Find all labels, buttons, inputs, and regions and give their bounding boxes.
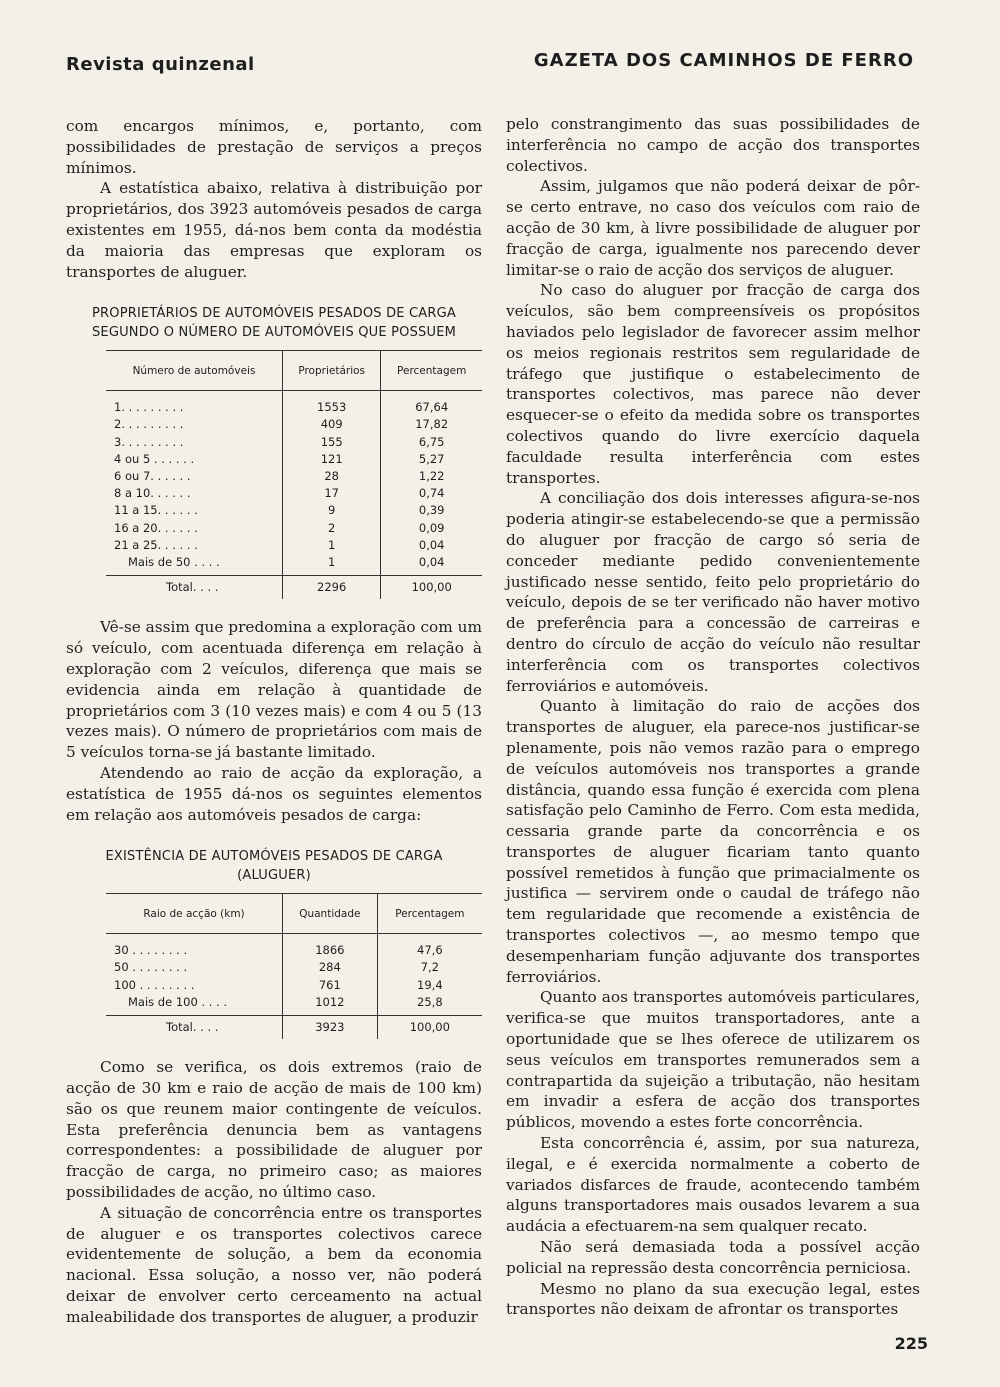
row-label: 100 . . . . . . . . xyxy=(114,977,195,992)
paragraph: Quanto à limitação do raio de acções dos transportes de aluguer, ela parece-nos justificar-se plenamente, pois não vemos razão para o emprego de veículos automóveis nos transportes a grande distância, quando essa função é exercida com plena satisfação pelo Caminho de Ferro. Com esta medida, cessaria grande parte da concorrência e os transportes de aluguer ficariam tanto quanto possível remetidos à função que primacialmente os justifica — servirem onde o caudal de tráfego não tem regularidade que recomende a existência de transportes colectivos —, ao mesmo tempo que desempenhariam função adjuvante dos transportes ferroviários. xyxy=(506,697,920,986)
table-row xyxy=(106,520,482,537)
table2-title xyxy=(66,847,482,885)
owners-value: 409 xyxy=(283,416,381,433)
percentage-value: 0,04 xyxy=(381,554,482,576)
column-header: Quantidade xyxy=(283,894,378,934)
owners-value: 9 xyxy=(283,502,381,519)
table-row xyxy=(106,485,482,502)
quantity-value: 284 xyxy=(283,959,378,976)
paragraph: Vê-se assim que predomina a exploração com um só veículo, com acentuada diferença em relação à exploração com 2 veículos, diferença que mais se evidencia ainda em relação à quantidade de proprietários com 3 (10 vezes mais) e com 4 ou 5 (13 vezes mais). O número de proprietários com mais de 5 veículos torna-se já bastante limitado. xyxy=(66,618,482,762)
percentage-value: 17,82 xyxy=(381,416,482,433)
column-header: Percentagem xyxy=(381,351,482,391)
quantity-value: 761 xyxy=(283,977,378,994)
percentage-value: 1,22 xyxy=(381,468,482,485)
table-row xyxy=(106,537,482,554)
total-label: Total. . . . xyxy=(106,1015,283,1039)
percentage-value: 19,4 xyxy=(377,977,482,994)
paragraph: No caso do aluguer por fracção de carga dos veículos, são bem compreensíveis os propósitos haviados pelo legislador de favorecer assim melhor os meios regionais restritos sem regularidade de tráfego que justifique o estabelecimento de transportes colectivos, mas parece não dever esquecer-se o efeito da medida sobre os transportes colectivos quando do livre exercício daquela faculdade resulta interferência com estes transportes. xyxy=(506,281,920,487)
percentage-value: 0,74 xyxy=(381,485,482,502)
table-row xyxy=(106,434,482,451)
table-row xyxy=(106,468,482,485)
table-total-row xyxy=(106,1015,482,1039)
owners-value: 28 xyxy=(283,468,381,485)
paragraph: com encargos mínimos, e, portanto, com possibilidades de prestação de serviços a preços mínimos. xyxy=(66,117,482,177)
paragraph: Assim, julgamos que não poderá deixar de pôr-se certo entrave, no caso dos veículos com raio de acção de 30 km, à livre possibilidade de aluguer por fracção de carga, igualmente nos parecendo dever limitar-se o raio de acção dos serviços de aluguer. xyxy=(506,177,920,279)
percentage-value: 7,2 xyxy=(377,959,482,976)
paragraph: Esta concorrência é, assim, por sua natureza, ilegal, e é exercida normalmente a coberto de variados disfarces de fraude, acontecendo também alguns transportadores mais ousados levarem a sua audácia a efectuarem-na sem qualquer recato. xyxy=(506,1134,920,1236)
row-label: 2. . . . . . . . . xyxy=(114,417,184,432)
owners-value: 2 xyxy=(283,520,381,537)
quantity-value: 1012 xyxy=(283,994,378,1016)
column-header: Número de automóveis xyxy=(106,351,283,391)
table-row xyxy=(106,959,482,976)
owners-value: 1553 xyxy=(283,391,381,417)
row-label: 50 . . . . . . . . xyxy=(114,960,188,975)
table-row xyxy=(106,391,482,417)
row-label: 6 ou 7. . . . . . xyxy=(114,468,191,483)
column-header: Proprietários xyxy=(283,351,381,391)
left-column xyxy=(66,116,482,1328)
owners-table xyxy=(106,350,482,599)
percentage-value: 25,8 xyxy=(377,994,482,1016)
paragraph: Atendendo ao raio de acção da exploração, a estatística de 1955 dá-nos os seguintes elementos em relação aos automóveis pesados de carga: xyxy=(66,763,482,824)
total-percentage: 100,00 xyxy=(377,1015,482,1039)
row-label: 16 a 20. . . . . . xyxy=(114,520,198,535)
paragraph: Quanto aos transportes automóveis particulares, verifica-se que muitos transportadores, ante a oportunidade que se lhes oferece de utilizarem os seus veículos em transportes remunerados sem a contrapartida da sujeição a tributação, não hesitam em invadir a esfera de acção dos transportes públicos, movendo a estes forte concorrência. xyxy=(506,988,920,1132)
percentage-value: 6,75 xyxy=(381,434,482,451)
paragraph: A conciliação dos dois interesses afigura-se-nos poderia atingir-se estabelecendo-se que a permissão do aluguer por fracção de cargo só seria de conceder mediante pedido convenientemente justificado nesse sentido, feito pelo proprietário do veículo, depois de se ter verificado não haver motivo de preferência para a concessão de carreiras e dentro do círculo de acção do veículo não resultar interferência com os transportes colectivos ferroviários e automóveis. xyxy=(506,489,920,695)
total-quantity: 3923 xyxy=(283,1015,378,1039)
table-row xyxy=(106,994,482,1016)
column-header: Percentagem xyxy=(377,894,482,934)
table-row xyxy=(106,934,482,960)
table-row xyxy=(106,502,482,519)
paragraph: Como se verifica, os dois extremos (raio de acção de 30 km e raio de acção de mais de 100 km) são os que reunem maior contingente de veículos. Esta preferência denuncia bem as vantagens correspondentes: a possibilidade de aluguer por fracção de carga, no primeiro caso; as maiores possibilidades de acção, no último caso. xyxy=(66,1058,482,1201)
column-header: Raio de acção (km) xyxy=(106,894,283,934)
paragraph: A estatística abaixo, relativa à distribuição por proprietários, dos 3923 automóveis pesados de carga existentes em 1955, dá-nos bem conta da modéstia da maioria das empresas que exploram os transportes de aluguer. xyxy=(66,179,482,281)
range-table xyxy=(106,893,482,1039)
owners-value: 121 xyxy=(283,451,381,468)
table-row xyxy=(106,977,482,994)
table-row xyxy=(106,451,482,468)
percentage-value: 0,39 xyxy=(381,502,482,519)
row-label: 3. . . . . . . . . xyxy=(114,434,184,449)
percentage-value: 5,27 xyxy=(381,451,482,468)
table-row xyxy=(106,554,482,576)
journal-title: GAZETA DOS CAMINHOS DE FERRO xyxy=(533,50,914,71)
table1-title-line2: SEGUNDO O NÚMERO DE AUTOMÓVEIS QUE POSSUEM xyxy=(91,325,457,341)
total-label: Total. . . . xyxy=(106,576,283,600)
owners-value: 155 xyxy=(283,434,381,451)
paragraph: pelo constrangimento das suas possibilidades de interferência no campo de acção dos transportes colectivos. xyxy=(506,115,920,175)
quantity-value: 1866 xyxy=(283,934,378,960)
total-owners: 2296 xyxy=(283,576,381,600)
row-label: 21 a 25. . . . . . xyxy=(114,537,198,552)
percentage-value: 0,09 xyxy=(381,520,482,537)
row-label: Mais de 100 . . . . xyxy=(128,994,228,1009)
owners-value: 1 xyxy=(283,537,381,554)
table-total-row xyxy=(106,576,482,600)
table-row xyxy=(106,416,482,433)
journal-subtitle: Revista quinzenal xyxy=(66,54,255,75)
percentage-value: 0,04 xyxy=(381,537,482,554)
table1-title xyxy=(66,304,482,342)
table2-title-line2: (ALUGUER) xyxy=(237,868,311,884)
row-label: 8 a 10. . . . . . xyxy=(114,486,191,501)
row-label: 30 . . . . . . . . xyxy=(114,943,188,958)
table2-title-line1: EXISTÊNCIA DE AUTOMÓVEIS PESADOS DE CARGA xyxy=(105,849,443,865)
row-label: Mais de 50 . . . . xyxy=(128,555,220,569)
row-label: 1. . . . . . . . . xyxy=(114,400,184,415)
total-percentage: 100,00 xyxy=(381,576,482,600)
table1-title-line1: PROPRIETÁRIOS DE AUTOMÓVEIS PESADOS DE CARGA xyxy=(91,306,456,322)
row-label: 4 ou 5 . . . . . . xyxy=(114,451,195,466)
paragraph: Mesmo no plano da sua execução legal, estes transportes não deixam de afrontar os transportes xyxy=(506,1279,920,1319)
owners-value: 1 xyxy=(283,554,381,576)
paragraph: Não será demasiada toda a possível acção policial na repressão desta concorrência perniciosa. xyxy=(506,1238,920,1277)
percentage-value: 67,64 xyxy=(381,391,482,417)
percentage-value: 47,6 xyxy=(377,934,482,960)
page-number: 225 xyxy=(894,1334,928,1353)
right-column xyxy=(506,114,920,1320)
paragraph: A situação de concorrência entre os transportes de aluguer e os transportes colectivos carece evidentemente de solução, a bem da economia nacional. Essa solução, a nosso ver, não poderá deixar de envolver certo cerceamento na actual maleabilidade dos transportes de aluguer, a produzir xyxy=(66,1203,482,1326)
owners-value: 17 xyxy=(283,485,381,502)
row-label: 11 a 15. . . . . . xyxy=(114,503,198,518)
